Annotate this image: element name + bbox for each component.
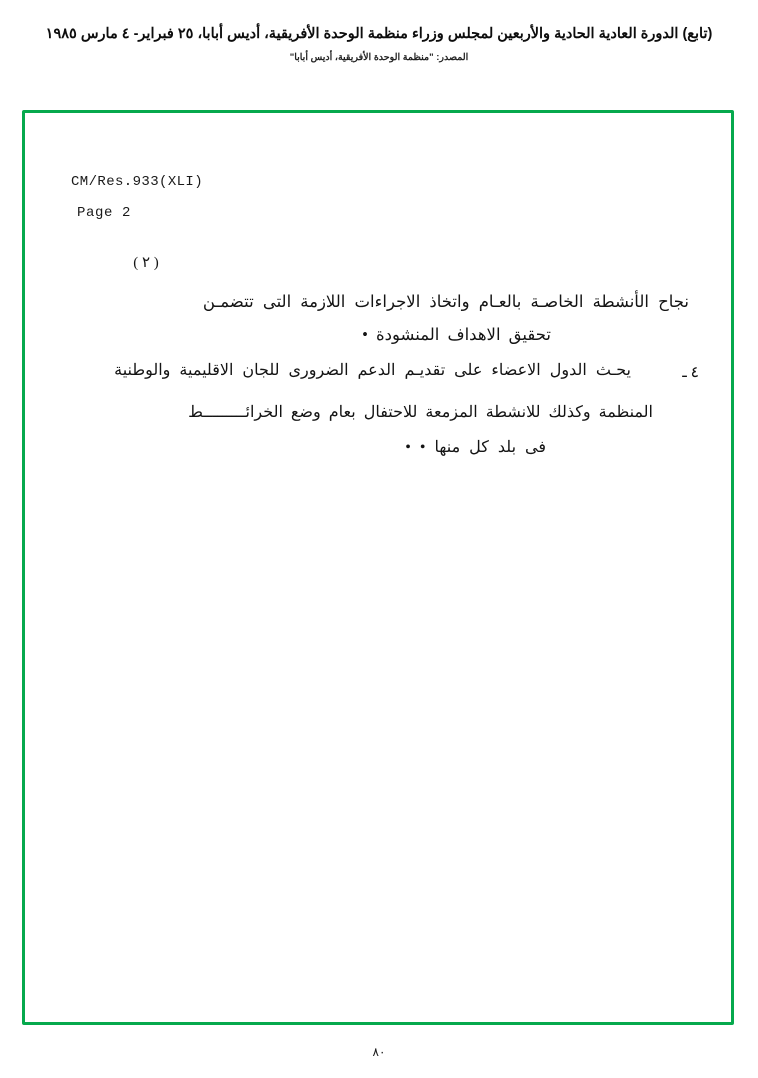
resolution-reference: CM/Res.933(XLI) [71, 174, 204, 190]
body-line: المنظمة وكذلك للانشطة المزمعة للاحتفال بعام وضع الخرائـــــــــط [188, 404, 653, 421]
numbered-item [25, 363, 731, 385]
item-number: ٤ ـ [682, 364, 699, 381]
header-title: (تابع) الدورة العادية الحادية والأربعين لمجلس وزراء منظمة الوحدة الأفريقية، أديس أبابا، ٢٥ فبراير- ٤ مارس ١٩٨٥ [45, 26, 713, 42]
page-label: Page 2 [77, 205, 132, 222]
footer-page-number: ٨٠ [372, 1045, 386, 1059]
body-line: يحـث الدول الاعضاء على تقديـم الدعم الضرورى للجان الاقليمية والوطنية [114, 362, 631, 379]
body-line: فى بلد كل منها • • [405, 439, 546, 456]
body-line: نجاح الأنشطة الخاصـة بالعـام واتخاذ الاجراءات اللازمة التى تتضمـن [202, 292, 689, 311]
paragraph-marker: ( ٢ ) [133, 255, 159, 271]
header-source: المصدر: "منظمة الوحدة الأفريقية، أديس أبابا" [289, 52, 469, 63]
document-header [0, 26, 758, 63]
scanned-page-frame [22, 110, 734, 1025]
body-line: تحقيق الاهداف المنشودة • [362, 324, 551, 344]
document-body [25, 253, 731, 456]
document-reference-block [71, 175, 203, 222]
